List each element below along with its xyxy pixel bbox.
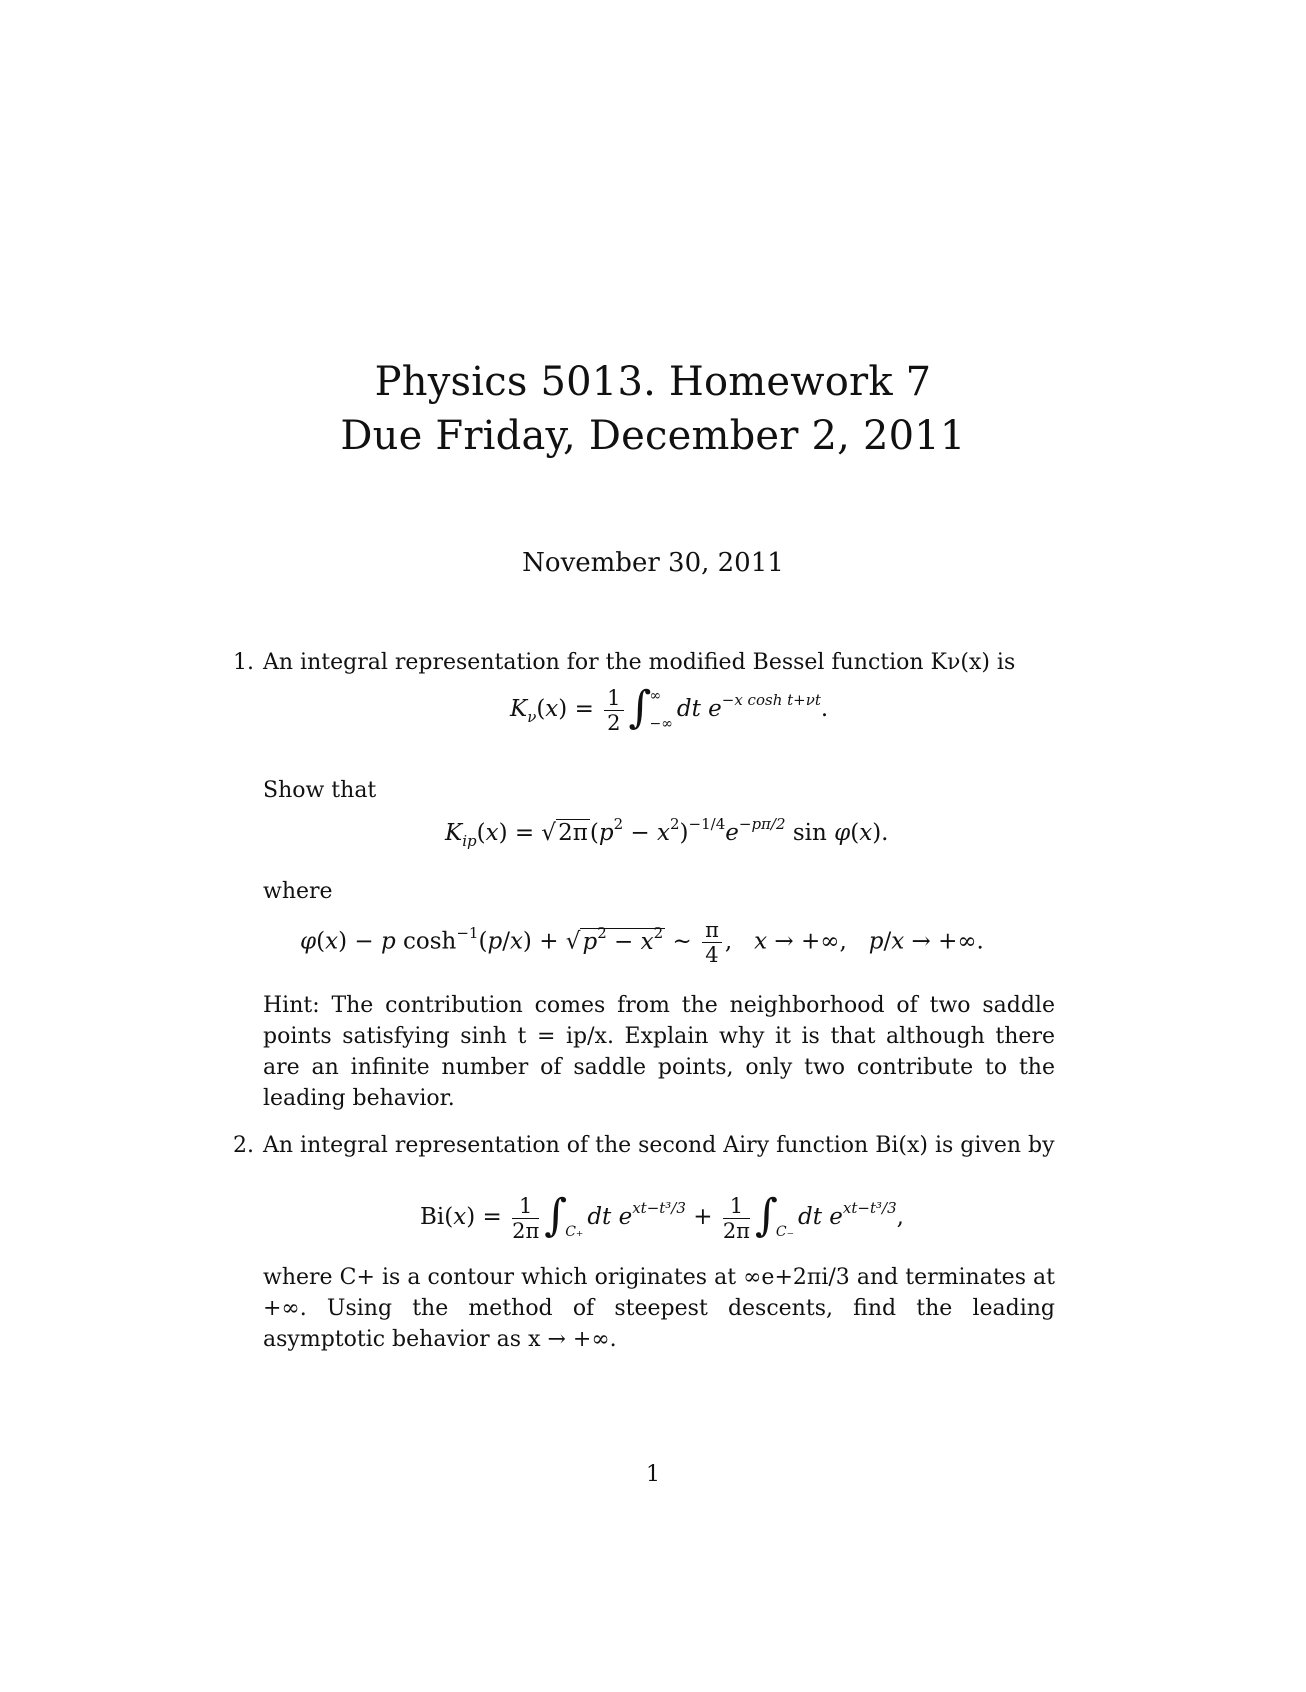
problem-2-intro-text: An integral representation of the second Airy function Bi(x) is given by xyxy=(263,1133,1055,1158)
problem-1-intro xyxy=(233,647,1055,678)
problem-2-intro xyxy=(233,1130,1055,1161)
problem-2-description: where C+ is a contour which originates at ∞e+2πi/3 and terminates at +∞. Using the method of steepest descents, find the leading asymptotic behavior as x → +∞. xyxy=(263,1265,1055,1352)
problem-1-show-text: Show that xyxy=(263,778,377,803)
equation-phase-definition: φ(x) − p $\cosh^{-1}(p/x) + √p^2 - x^2$ ∼ $\frac{\pi}{4}$ , x → +∞, p/x → +∞. xyxy=(300,918,984,967)
problem-2-number: 2. xyxy=(233,1133,254,1158)
page-title: Physics 5013. Homework 7 xyxy=(374,359,932,405)
title-block xyxy=(0,355,1306,463)
equation-airy-integral: Bi(x) = $\frac{1}{2\pi}$ ∫ C₊ dt $e^{xt-t^3/3}$ + $\frac{1}{2\pi}$ ∫ C₋ dt $e^{xt-t^3/3}$, xyxy=(420,1189,904,1243)
problem-1-where-text: where xyxy=(263,879,333,904)
problem-1-number: 1. xyxy=(233,650,254,675)
problem-1-intro-text: An integral representation for the modified Bessel function Kν(x) is xyxy=(263,650,1016,675)
document-date: November 30, 2011 xyxy=(522,548,784,578)
problem-1-show xyxy=(263,775,1055,806)
problem-1-where xyxy=(263,876,1055,907)
page-number: 1 xyxy=(646,1462,660,1487)
problem-1-hint: Hint: The contribution comes from the neighborhood of two saddle points satisfying sinh t = ip/x. Explain why it is that although there are an infinite number of saddle points, only two contribute to the leading behavior. xyxy=(263,993,1055,1111)
equation-bessel-result: $K_{ip}(x) = √2\pi(p^2 - x^2)^{-1/4}e^{-p\pi/2}$ sin φ(x). xyxy=(445,815,889,850)
due-date: Due Friday, December 2, 2011 xyxy=(340,413,966,459)
equation-bessel-integral: $K_\nu(x)$ = $\frac{1}{2}$ ∫ ∞ −∞ dt $e^{-x cosh t+\nu t}$. xyxy=(510,681,829,735)
